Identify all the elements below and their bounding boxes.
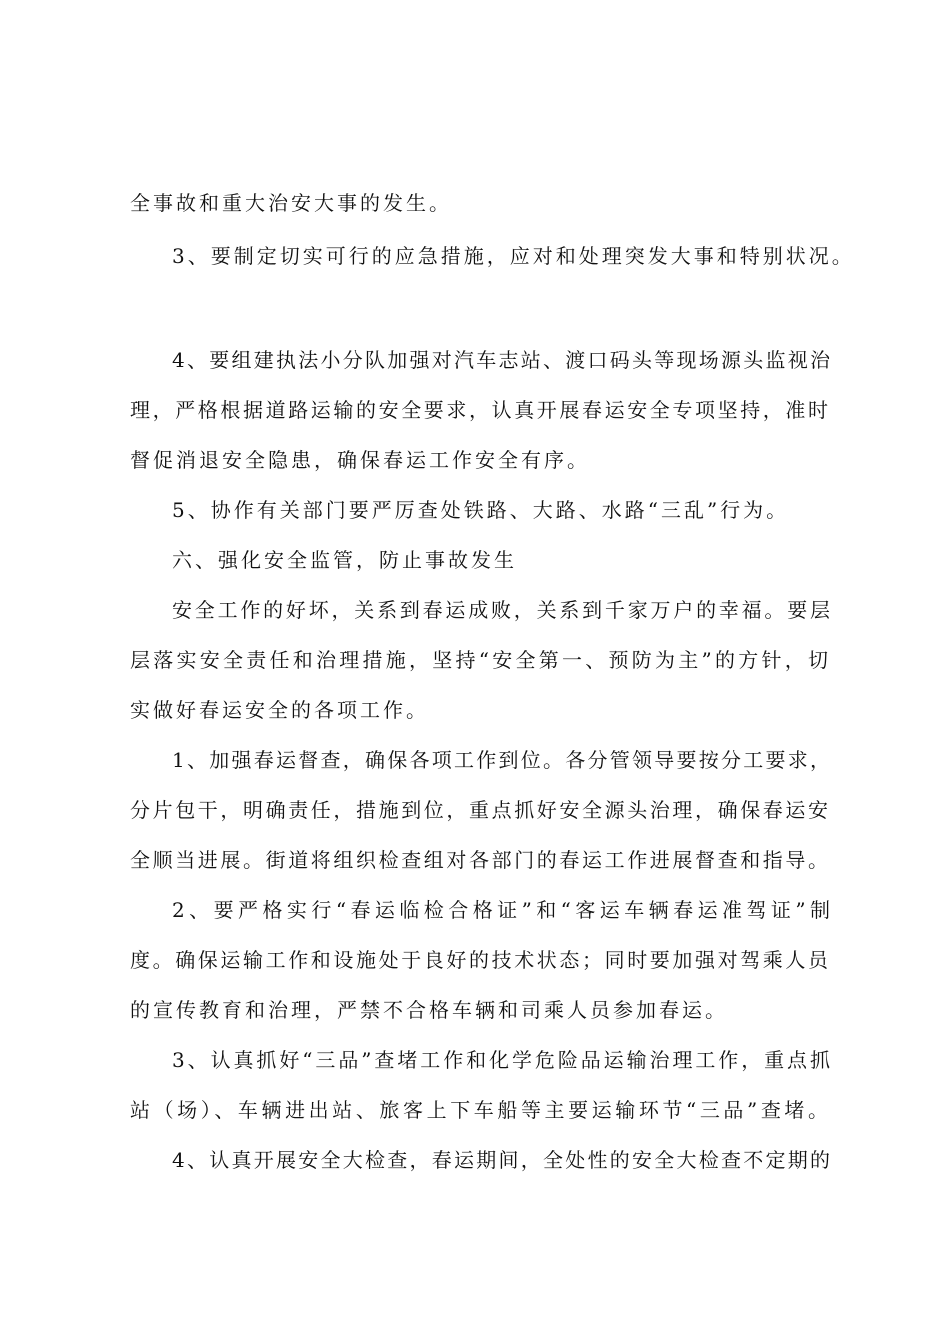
text-line: 层落实安全责任和治理措施，坚持“安全第一、预防为主”的方针，切 xyxy=(130,648,830,672)
text-line: 全事故和重大治安大事的发生。 xyxy=(130,191,452,215)
text-line: 4、要组建执法小分队加强对汽车志站、渡口码头等现场源头监视治 xyxy=(172,348,832,372)
text-line: 的宣传教育和治理，严禁不合格车辆和司乘人员参加春运。 xyxy=(130,998,728,1022)
text-line: 3、认真抓好“三品”查堵工作和化学危险品运输治理工作，重点抓 xyxy=(172,1048,832,1072)
text-line: 站（场）、车辆进出站、旅客上下车船等主要运输环节“三品”查堵。 xyxy=(130,1098,830,1122)
text-line: 全顺当进展。街道将组织检查组对各部门的春运工作进展督查和指导。 xyxy=(130,848,830,872)
text-line: 理，严格根据道路运输的安全要求，认真开展春运安全专项坚持，准时 xyxy=(130,398,830,422)
text-line: 2、要严格实行“春运临检合格证”和“客运车辆春运准驾证”制 xyxy=(172,898,832,922)
text-line: 安全工作的好坏，关系到春运成败，关系到千家万户的幸福。要层 xyxy=(172,598,832,622)
text-line: 3、要制定切实可行的应急措施，应对和处理突发大事和特别状况。 xyxy=(172,244,855,268)
section-heading: 六、强化安全监管，防止事故发生 xyxy=(172,548,517,572)
text-line: 4、认真开展安全大检查，春运期间，全处性的安全大检查不定期的 xyxy=(172,1148,832,1172)
text-line: 督促消退安全隐患，确保春运工作安全有序。 xyxy=(130,448,590,472)
text-line: 1、加强春运督查，确保各项工作到位。各分管领导要按分工要求， xyxy=(172,748,832,772)
text-line: 度。确保运输工作和设施处于良好的技术状态；同时要加强对驾乘人员 xyxy=(130,948,830,972)
text-line: 5、协作有关部门要严厉查处铁路、大路、水路“三乱”行为。 xyxy=(172,498,790,522)
text-line: 实做好春运安全的各项工作。 xyxy=(130,698,429,722)
text-line: 分片包干，明确责任，措施到位，重点抓好安全源头治理，确保春运安 xyxy=(130,798,830,822)
